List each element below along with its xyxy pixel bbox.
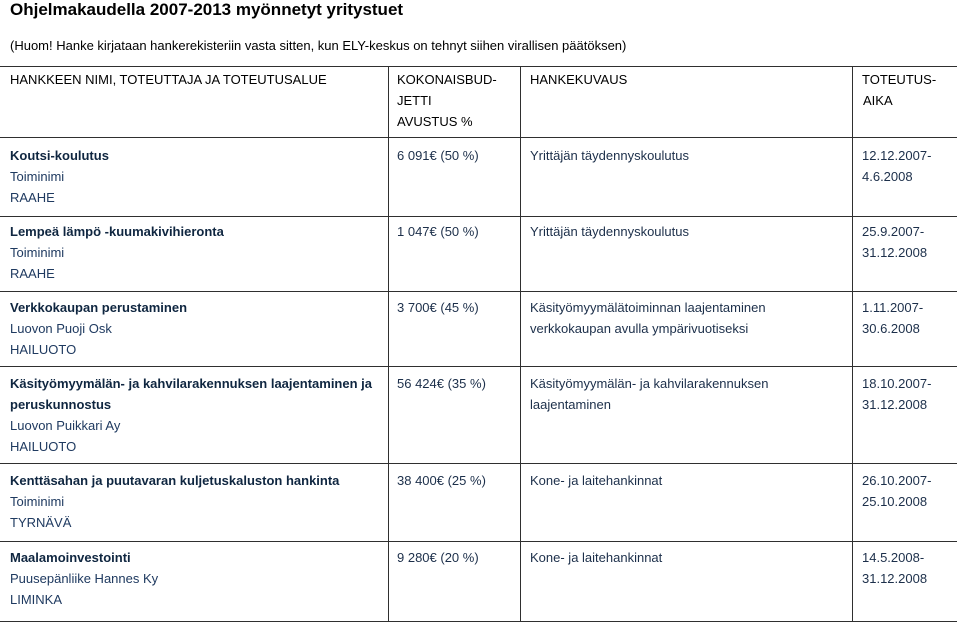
budget-value: 3 700€ (45 %) bbox=[397, 300, 479, 315]
project-implementer: Luovon Puoji Osk bbox=[10, 321, 112, 336]
header-project-label: HANKKEEN NIMI, TOTEUTTAJA JA TOTEUTUSALUE bbox=[10, 72, 327, 87]
budget-value: 9 280€ (20 %) bbox=[397, 550, 479, 565]
project-name: Lempeä lämpö -kuumakivihieronta bbox=[10, 224, 224, 239]
header-budget bbox=[397, 69, 497, 132]
description-line: Yrittäjän täydennyskoulutus bbox=[530, 224, 689, 239]
table-row bbox=[10, 373, 372, 457]
description-line: Kone- ja laitehankinnat bbox=[530, 550, 663, 565]
project-period bbox=[862, 470, 931, 512]
period-start: 25.9.2007- bbox=[862, 224, 925, 239]
project-implementer: Toiminimi bbox=[10, 245, 65, 260]
project-budget bbox=[397, 373, 486, 394]
header-project bbox=[10, 69, 327, 90]
row-divider bbox=[0, 366, 957, 367]
project-description bbox=[530, 547, 662, 568]
row-divider bbox=[0, 216, 957, 217]
project-description bbox=[530, 297, 766, 339]
budget-value: 56 424€ (35 %) bbox=[397, 376, 486, 391]
table-bottom-rule bbox=[0, 621, 957, 622]
period-start: 12.12.2007- bbox=[862, 148, 932, 163]
project-name: Käsityömyymälän- ja kahvilarakennuksen laajentaminen ja bbox=[10, 376, 372, 391]
table-row bbox=[10, 145, 109, 208]
project-name: Koutsi-koulutus bbox=[10, 148, 109, 163]
project-budget bbox=[397, 297, 479, 318]
project-description bbox=[530, 470, 662, 491]
table-row bbox=[10, 297, 187, 360]
project-area: LIMINKA bbox=[10, 592, 63, 607]
header-bottom-rule bbox=[0, 137, 957, 138]
header-period-line: TOTEUTUS- bbox=[862, 72, 937, 87]
period-start: 26.10.2007- bbox=[862, 473, 932, 488]
description-line: Kone- ja laitehankinnat bbox=[530, 473, 663, 488]
project-budget bbox=[397, 221, 479, 242]
description-line: Yrittäjän täydennyskoulutus bbox=[530, 148, 689, 163]
project-budget bbox=[397, 470, 486, 491]
header-top-rule bbox=[0, 66, 957, 67]
table-row bbox=[10, 221, 224, 284]
project-name: Verkkokaupan perustaminen bbox=[10, 300, 188, 315]
project-implementer: Luovon Puikkari Ay bbox=[10, 418, 121, 433]
project-area: HAILUOTO bbox=[10, 439, 77, 454]
project-implementer: Toiminimi bbox=[10, 169, 65, 184]
header-budget-line: JETTI bbox=[397, 93, 432, 108]
header-budget-line: KOKONAISBUD- bbox=[397, 72, 497, 87]
description-line: Käsityömyymälätoiminnan laajentaminen bbox=[530, 300, 766, 315]
row-divider bbox=[0, 291, 957, 292]
header-budget-line: AVUSTUS % bbox=[397, 114, 473, 129]
period-start: 18.10.2007- bbox=[862, 376, 932, 391]
description-line: Käsityömyymälän- ja kahvilarakennuksen bbox=[530, 376, 769, 391]
row-divider bbox=[0, 463, 957, 464]
project-period bbox=[862, 297, 923, 339]
project-budget bbox=[397, 547, 479, 568]
period-start: 14.5.2008- bbox=[862, 550, 925, 565]
project-period bbox=[862, 373, 931, 415]
project-budget bbox=[397, 145, 479, 166]
project-period bbox=[862, 547, 927, 589]
header-period-line: AIKA bbox=[863, 93, 893, 108]
period-start: 1.11.2007- bbox=[862, 300, 924, 315]
period-end: 4.6.2008 bbox=[862, 169, 913, 184]
budget-value: 6 091€ (50 %) bbox=[397, 148, 479, 163]
project-period bbox=[862, 221, 927, 263]
project-period bbox=[862, 145, 931, 187]
budget-value: 38 400€ (25 %) bbox=[397, 473, 486, 488]
row-divider bbox=[0, 541, 957, 542]
project-area: HAILUOTO bbox=[10, 342, 77, 357]
period-end: 31.12.2008 bbox=[862, 245, 928, 260]
period-end: 30.6.2008 bbox=[862, 321, 920, 336]
project-implementer: Toiminimi bbox=[10, 494, 65, 509]
project-area: RAAHE bbox=[10, 190, 55, 205]
table-row bbox=[10, 547, 158, 610]
table-row bbox=[10, 470, 339, 533]
header-period bbox=[862, 69, 936, 111]
header-description bbox=[530, 69, 627, 90]
page-title: Ohjelmakaudella 2007-2013 myönnetyt yritystuet bbox=[10, 0, 404, 19]
header-description-label: HANKEKUVAUS bbox=[530, 72, 628, 87]
project-implementer: Puusepänliike Hannes Ky bbox=[10, 571, 159, 586]
project-name: peruskunnostus bbox=[10, 397, 112, 412]
column-divider bbox=[388, 66, 389, 622]
column-divider bbox=[852, 66, 853, 622]
project-name: Maalamoinvestointi bbox=[10, 550, 131, 565]
project-area: RAAHE bbox=[10, 266, 55, 281]
note-text: (Huom! Hanke kirjataan hankerekisteriin vasta sitten, kun ELY-keskus on tehnyt siihen virallisen päätöksen) bbox=[10, 38, 627, 53]
description-line: verkkokaupan avulla ympärivuotiseksi bbox=[530, 321, 749, 336]
period-end: 31.12.2008 bbox=[862, 571, 928, 586]
project-description bbox=[530, 373, 768, 415]
description-line: laajentaminen bbox=[530, 397, 611, 412]
period-end: 31.12.2008 bbox=[862, 397, 928, 412]
project-name: Kenttäsahan ja puutavaran kuljetuskaluston hankinta bbox=[10, 473, 340, 488]
budget-value: 1 047€ (50 %) bbox=[397, 224, 479, 239]
project-description bbox=[530, 221, 689, 242]
project-area: TYRNÄVÄ bbox=[10, 515, 72, 530]
column-divider bbox=[520, 66, 521, 622]
period-end: 25.10.2008 bbox=[862, 494, 928, 509]
project-description bbox=[530, 145, 689, 166]
